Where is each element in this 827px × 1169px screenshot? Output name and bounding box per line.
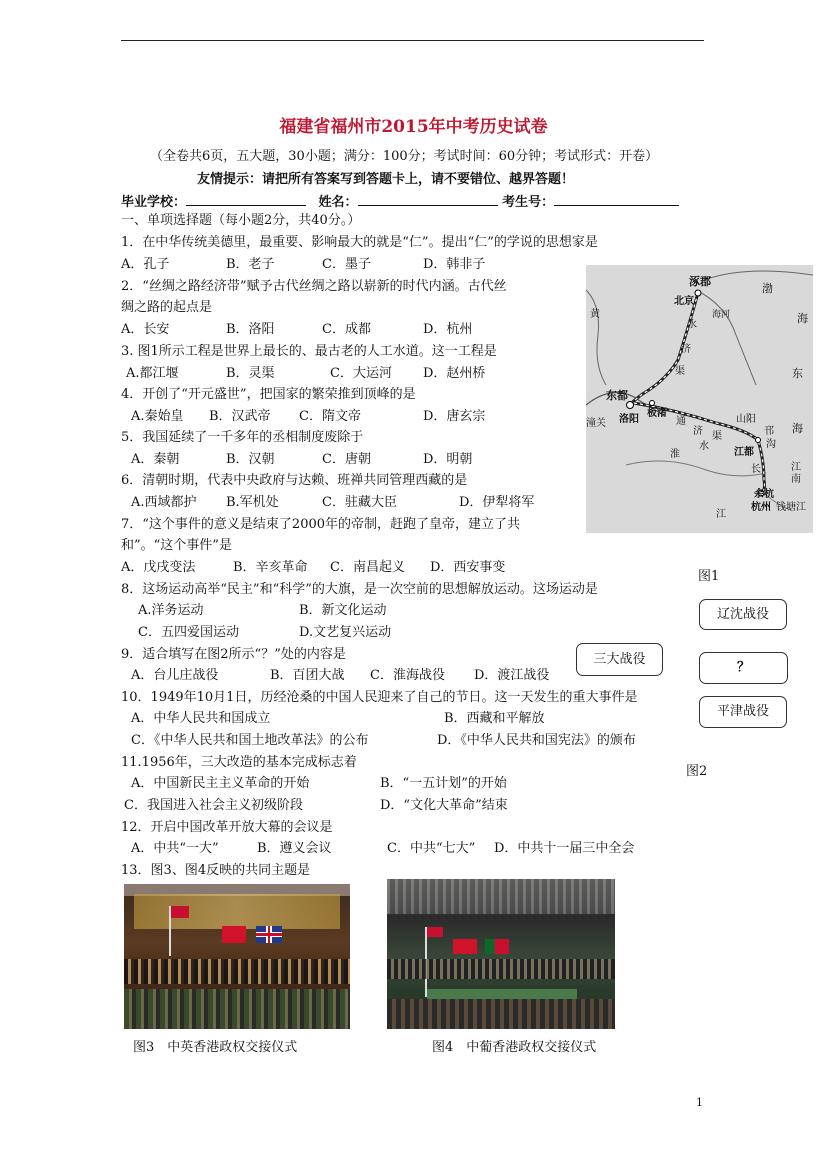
q8-option-c: C．五四爱国运动 [138,625,239,640]
map-label-tongguan: 潼关 [586,418,606,429]
q11-stem: 11.1956年，三大改造的基本完成标志着 [121,755,357,770]
q12-option-b: B．遵义会议 [257,841,332,856]
map-label-qiantangjiang: 钱塘江 [776,502,806,513]
q5-option-d: D．明朝 [423,452,473,467]
q11-option-d: D．“文化大革命”结束 [380,798,508,813]
map-label-huai: 淮 [670,449,680,460]
q5-stem: 5．我国延续了一千多年的丞相制度废除于 [121,430,364,445]
map-label-qu: 渠 [675,366,685,377]
section-heading: 一、单项选择题（每小题2分，共40分。） [121,213,361,228]
q3-option-d: D．赵州桥 [423,366,486,381]
q6-option-d: D．伊犁将军 [459,495,535,510]
figure1-caption: 图1 [698,569,720,584]
q7-stem-2: 和”。“这个事件”是 [121,538,232,553]
q3-stem: 3. 图1所示工程是世界上最长的、最古老的人工水道。这一工程是 [121,344,497,359]
q4-option-b: B．汉武帝 [209,409,271,424]
q5-option-c: C．唐朝 [322,452,371,467]
map-label-bo: 渤 [762,282,773,295]
q4-option-c: C．隋文帝 [299,409,361,424]
q10-option-d: D．《中华人民共和国宪法》的颁布 [437,733,636,748]
map-label-gou: 沟 [766,439,776,450]
id-field[interactable] [554,192,679,206]
q8-option-b: B．新文化运动 [299,603,387,618]
q8-option-a: A.洋务运动 [138,603,204,618]
q2-stem-2: 绸之路的起点是 [121,300,213,315]
q1-option-b: B．老子 [226,257,275,272]
q5-option-b: B．汉朝 [226,452,275,467]
q6-option-b: B.军机处 [226,495,279,510]
q8-stem: 8．这场运动高举“民主”和“科学”的大旗，是一次空前的思想解放运动。这场运动是 [121,582,598,597]
figure1-grand-canal-map [586,265,813,533]
map-label-jiang: 江 [716,509,726,520]
china-flag [222,926,246,943]
q11-option-b: B．“一五计划”的开始 [380,776,507,791]
q4-option-d: D．唐玄宗 [423,409,486,424]
figure2-box-pingjin: 平津战役 [699,696,787,728]
map-label-ji-2: 济 [693,426,703,437]
map-label-jiangnan-1: 江 [791,462,801,473]
map-label-han: 邗 [764,426,774,437]
figure4-photo [387,879,615,1029]
map-label-jiangdu: 江都 [734,447,754,458]
q7-option-c: C．南昌起义 [330,560,405,575]
name-field[interactable] [358,192,498,206]
figure2-box-liaoshen: 辽沈战役 [699,599,787,630]
map-label-jiangnan-2: 南 [791,474,801,485]
figure3-photo [124,884,350,1029]
exam-info: （全卷共6页，五大题，30小题；满分：100分；考试时间：60分钟；考试形式：开卷） [150,149,659,164]
china-flag-2 [453,939,477,954]
map-label-hangzhou: 杭州 [751,502,771,513]
q1-option-c: C．墨子 [322,257,371,272]
q11-option-c: C．我国进入社会主义初级阶段 [124,798,303,813]
q13-stem: 13．图3、图4反映的共同主题是 [121,863,311,878]
q1-option-a: A．孔子 [121,257,170,272]
q12-option-a: A．中共“一大” [131,841,219,856]
q12-option-c: C．中共“七大” [387,841,476,856]
friendly-tip: 友情提示：请把所有答案写到答题卡上，请不要错位、越界答题！ [197,172,575,187]
q5-option-a: A．秦朝 [131,452,180,467]
figure2-caption: 图2 [686,764,708,779]
q8-option-d: D.文艺复兴运动 [299,625,392,640]
figure2-box-question: ？ [699,652,788,684]
school-field[interactable] [186,192,306,206]
q2-option-b: B．洛阳 [226,322,275,337]
q4-option-a: A.秦始皇 [131,409,184,424]
q10-option-c: C．《中华人民共和国土地改革法》的公布 [131,733,369,748]
map-label-banzhu: 板渚 [647,408,667,419]
map-label-chang: 长 [751,464,761,475]
q3-option-a: A.都江堰 [126,366,179,381]
q6-option-c: C．驻藏大臣 [322,495,397,510]
map-label-ji: 济 [681,344,691,355]
map-label-tong: 通 [676,416,686,427]
school-label: 毕业学校： [121,195,187,210]
map-label-yong: 永 [687,319,697,330]
q9-option-a: A．台儿庄战役 [131,668,219,683]
name-label: 姓名： [318,195,358,210]
q12-option-d: D．中共十一届三中全会 [494,841,635,856]
q9-option-c: C．淮海战役 [370,668,445,683]
portugal-flag [485,939,509,954]
figure2-box-sandazhanyi: 三大战役 [576,643,663,676]
q11-option-a: A．中国新民主主义革命的开始 [131,776,310,791]
q10-option-b: B．西藏和平解放 [444,711,545,726]
map-label-shui: 水 [699,441,709,452]
q1-option-d: D．韩非子 [423,257,486,272]
id-label: 考生号： [502,195,555,210]
q2-stem-1: 2．“丝绸之路经济带”赋予古代丝绸之路以崭新的时代内涵。古代丝 [121,279,507,294]
q9-option-d: D．渡江战役 [474,668,550,683]
map-label-qu-2: 渠 [712,431,722,442]
map-label-zhuojun: 涿郡 [689,275,711,288]
q3-option-b: B．灵渠 [226,366,275,381]
map-label-dong: 东 [792,367,803,380]
map-label-shanyang: 山阳 [736,414,756,425]
q4-stem: 4．开创了“开元盛世”，把国家的繁荣推到顶峰的是 [121,387,416,402]
figure3-caption: 图3 中英香港政权交接仪式 [133,1040,298,1055]
uk-flag [256,926,282,943]
q9-stem: 9．适合填写在图2所示“？”处的内容是 [121,647,346,662]
q10-stem: 10．1949年10月1日，历经沧桑的中国人民迎来了自己的节日。这一天发生的重大事件是 [121,690,638,705]
student-info-row [121,192,679,212]
q10-option-a: A．中华人民共和国成立 [131,711,271,726]
map-label-luoyang: 洛阳 [619,414,639,425]
exam-title: 福建省福州市2015年中考历史试卷 [279,117,548,137]
page-number: 1 [696,1096,703,1109]
q7-option-a: A．戊戌变法 [121,560,196,575]
map-label-hai-1: 海 [797,312,808,325]
map-label-dongdu: 东都 [606,389,628,402]
q3-option-c: C．大运河 [330,366,392,381]
q9-option-b: B．百团大战 [270,668,345,683]
q12-stem: 12．开启中国改革开放大幕的会议是 [121,820,333,835]
top-rule [121,40,704,41]
figure4-caption: 图4 中葡香港政权交接仪式 [432,1040,597,1055]
map-label-huang: 黄 [590,309,600,320]
q2-option-c: C．成都 [322,322,371,337]
q6-stem: 6．清朝时期，代表中央政府与达赖、班禅共同管理西藏的是 [121,473,468,488]
q7-option-d: D．西安事变 [430,560,506,575]
map-label-haihe: 海河 [712,310,731,320]
q7-option-b: B．辛亥革命 [233,560,308,575]
q6-option-a: A.西域都护 [131,495,197,510]
q1-stem: 1．在中华传统美德里，最重要、影响最大的就是“仁”。提出“仁”的学说的思想家是 [121,235,598,250]
q7-stem-1: 7．“这个事件的意义是结束了2000年的帝制，赶跑了皇帝，建立了共 [121,517,521,532]
map-label-hai-2: 海 [792,422,803,435]
q2-option-d: D．杭州 [423,322,473,337]
map-label-yuhang: 余杭 [754,489,774,500]
q2-option-a: A．长安 [121,322,170,337]
map-label-beijing: 北京 [674,296,694,307]
